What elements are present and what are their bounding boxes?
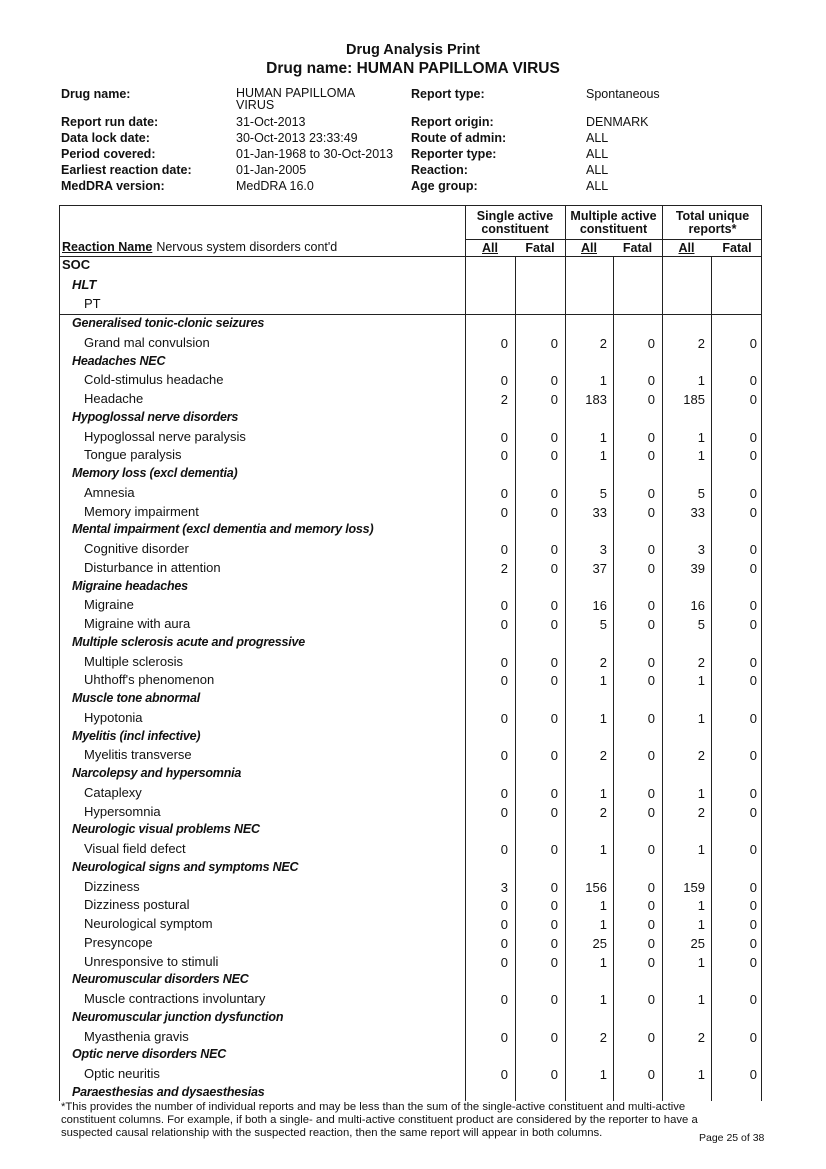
- count-cell: 25: [690, 935, 705, 951]
- pt-name: Dizziness: [84, 878, 140, 894]
- hlt-group-row: [60, 822, 763, 840]
- soc-label: SOC: [62, 257, 91, 272]
- table-row: [60, 710, 763, 728]
- count-cell: 0: [550, 392, 558, 407]
- hlt-name: Headaches NEC: [72, 353, 166, 368]
- pt-name: Uhthoff's phenomenon: [84, 672, 215, 688]
- hlt-group-row: [60, 635, 763, 653]
- count-cell: 0: [749, 879, 757, 895]
- table-row: [60, 954, 763, 972]
- count-cell: 0: [749, 898, 757, 914]
- count-cell: 0: [647, 392, 655, 407]
- count-cell: 0: [550, 654, 558, 670]
- table-row: [60, 747, 763, 765]
- header-divider: [60, 256, 761, 257]
- count-cell: 2: [599, 804, 607, 820]
- hlt-name: Paraesthesias and dysaesthesias: [72, 1084, 265, 1099]
- count-cell: 1: [599, 898, 607, 914]
- meta-label-report-type: Report type:: [411, 87, 485, 101]
- count-cell: 1: [599, 992, 607, 1007]
- count-cell: 5: [599, 617, 607, 632]
- count-cell: 0: [749, 785, 757, 801]
- hlt-name: Muscle tone abnormal: [72, 691, 200, 705]
- count-cell: 0: [647, 448, 655, 464]
- count-cell: 1: [697, 429, 705, 445]
- pt-name: Hypoglossal nerve paralysis: [84, 428, 246, 444]
- count-cell: 0: [749, 448, 757, 464]
- count-cell: 0: [647, 898, 655, 914]
- count-cell: 1: [697, 373, 705, 389]
- count-cell: 0: [647, 785, 655, 801]
- page-number: Page 25 of 38: [699, 1132, 765, 1144]
- count-cell: 1: [697, 1067, 705, 1082]
- meta-value-earliest: 01-Jan-2005: [236, 163, 307, 177]
- count-cell: 0: [500, 429, 508, 445]
- count-cell: 0: [500, 504, 508, 520]
- pt-name: Myasthenia gravis: [84, 1028, 189, 1044]
- count-cell: 0: [749, 485, 757, 501]
- count-cell: 0: [749, 392, 757, 407]
- count-cell: 0: [749, 335, 757, 351]
- count-cell: 2: [697, 748, 705, 764]
- hlt-name: Multiple sclerosis acute and progressive: [72, 634, 306, 649]
- count-cell: 0: [550, 1029, 558, 1045]
- count-cell: 0: [550, 617, 558, 632]
- pt-name: Grand mal convulsion: [84, 334, 210, 350]
- table-row: [60, 879, 763, 897]
- col-fatal-single: Fatal: [525, 241, 555, 255]
- count-cell: 1: [697, 954, 705, 970]
- count-cell: 0: [550, 804, 558, 820]
- count-cell: 1: [599, 448, 607, 464]
- count-cell: 0: [550, 335, 558, 351]
- meta-value-drug-name: HUMAN PAPILLOMA VIRUS: [236, 86, 355, 112]
- pt-name: Amnesia: [84, 484, 135, 500]
- group-header-multiple: [565, 210, 662, 236]
- count-cell: 1: [697, 448, 705, 464]
- count-cell: 0: [550, 898, 558, 914]
- count-cell: 0: [550, 485, 558, 501]
- pt-name: Muscle contractions involuntary: [84, 991, 266, 1006]
- count-cell: 16: [690, 598, 705, 614]
- pt-name: Cold-stimulus headache: [84, 372, 224, 388]
- hlt-label: HLT: [72, 277, 97, 292]
- drug-name-title: Drug name: HUMAN PAPILLOMA VIRUS: [266, 60, 560, 77]
- count-cell: 0: [550, 542, 558, 557]
- count-cell: 1: [697, 992, 705, 1007]
- count-cell: 0: [500, 485, 508, 501]
- hlt-name: Mental impairment (excl dementia and memory loss): [72, 522, 374, 537]
- group-header-total-text: Total unique reports*: [675, 209, 750, 236]
- hlt-group-row: [60, 466, 763, 484]
- count-cell: 16: [592, 598, 607, 614]
- meta-label-origin: Report origin:: [411, 115, 494, 129]
- count-cell: 0: [500, 448, 508, 464]
- table-row: [60, 1029, 763, 1047]
- count-cell: 39: [690, 560, 705, 576]
- count-cell: 0: [647, 560, 655, 576]
- table-row: [60, 991, 763, 1009]
- header-divider: [60, 314, 761, 315]
- pt-name: Disturbance in attention: [84, 559, 221, 575]
- pt-label: PT: [84, 296, 101, 311]
- pt-name: Memory impairment: [84, 503, 199, 519]
- meta-label-earliest: Earliest reaction date:: [61, 163, 192, 177]
- count-cell: 2: [599, 1029, 607, 1045]
- count-cell: 0: [550, 560, 558, 576]
- page-title: Drug Analysis Print: [345, 42, 481, 58]
- count-cell: 185: [683, 392, 705, 407]
- hlt-group-row: [60, 522, 763, 540]
- table-row: [60, 935, 763, 953]
- count-cell: 0: [647, 748, 655, 764]
- count-cell: 0: [500, 748, 508, 764]
- hlt-name: Myelitis (incl infective): [72, 728, 201, 743]
- count-cell: 1: [599, 785, 607, 801]
- count-cell: 0: [550, 842, 558, 857]
- meta-value-route: ALL: [586, 131, 609, 145]
- count-cell: 156: [585, 879, 607, 895]
- count-cell: 0: [500, 1067, 508, 1082]
- count-cell: 0: [500, 842, 508, 857]
- count-cell: 0: [550, 673, 558, 689]
- count-cell: 1: [697, 673, 705, 689]
- count-cell: 0: [749, 504, 757, 520]
- table-row: [60, 897, 763, 915]
- count-cell: 0: [647, 879, 655, 895]
- count-cell: 0: [500, 598, 508, 614]
- pt-name: Hypersomnia: [84, 803, 161, 819]
- table-row: [60, 654, 763, 672]
- count-cell: 0: [749, 710, 757, 726]
- count-cell: 2: [599, 654, 607, 670]
- count-cell: 2: [697, 804, 705, 820]
- col-all-multiple: All: [581, 241, 597, 255]
- count-cell: 1: [697, 917, 705, 932]
- table-row: [60, 616, 763, 634]
- meta-label-route: Route of admin:: [411, 131, 507, 145]
- count-cell: 0: [749, 617, 757, 632]
- count-cell: 0: [749, 560, 757, 576]
- hlt-group-row: [60, 1047, 763, 1065]
- meta-label-drug-name: Drug name:: [61, 87, 131, 101]
- count-cell: 0: [749, 673, 757, 689]
- count-cell: 0: [647, 992, 655, 1007]
- count-cell: 3: [599, 542, 607, 557]
- table-row: [60, 447, 763, 465]
- hlt-name: Narcolepsy and hypersomnia: [72, 766, 242, 780]
- count-cell: 0: [550, 1067, 558, 1082]
- table-row: [60, 597, 763, 615]
- count-cell: 0: [647, 429, 655, 445]
- count-cell: 1: [599, 429, 607, 445]
- meta-value-run-date: 31-Oct-2013: [236, 115, 306, 129]
- count-cell: 0: [647, 373, 655, 389]
- count-cell: 2: [500, 560, 508, 576]
- count-cell: 159: [683, 879, 705, 895]
- meta-value-reporter: ALL: [586, 147, 609, 161]
- hlt-group-row: [60, 766, 763, 784]
- pt-name: Presyncope: [84, 934, 153, 950]
- count-cell: 0: [749, 1067, 757, 1082]
- hlt-group-row: [60, 1010, 763, 1028]
- hlt-group-row: [60, 316, 763, 334]
- count-cell: 2: [697, 335, 705, 351]
- table-row: [60, 672, 763, 690]
- count-cell: 0: [647, 617, 655, 632]
- count-cell: 2: [599, 335, 607, 351]
- col-fatal-multiple: Fatal: [622, 241, 653, 255]
- count-cell: 2: [697, 1029, 705, 1045]
- meta-value-reaction: ALL: [586, 163, 609, 177]
- hlt-name: Neuromuscular junction dysfunction: [72, 1009, 284, 1024]
- table-row: [60, 841, 763, 859]
- count-cell: 0: [550, 785, 558, 801]
- table-row: [60, 1066, 763, 1084]
- pt-name: Headache: [84, 391, 144, 406]
- count-cell: 0: [749, 842, 757, 857]
- count-cell: 1: [599, 917, 607, 932]
- meta-value-origin: DENMARK: [586, 115, 649, 129]
- count-cell: 0: [749, 373, 757, 389]
- pt-name: Cognitive disorder: [84, 541, 189, 556]
- count-cell: 0: [500, 935, 508, 951]
- hlt-group-row: [60, 972, 763, 990]
- group-header-single: [465, 210, 565, 236]
- table-row: [60, 560, 763, 578]
- count-cell: 37: [592, 560, 607, 576]
- table-row: [60, 335, 763, 353]
- hlt-name: Migraine headaches: [72, 578, 188, 593]
- count-cell: 0: [500, 804, 508, 820]
- count-cell: 0: [500, 542, 508, 557]
- count-cell: 0: [550, 710, 558, 726]
- count-cell: 25: [592, 935, 607, 951]
- count-cell: 0: [749, 935, 757, 951]
- table-row: [60, 485, 763, 503]
- count-cell: 0: [500, 335, 508, 351]
- pt-name: Myelitis transverse: [84, 747, 192, 763]
- hlt-group-row: [60, 729, 763, 747]
- count-cell: 0: [647, 335, 655, 351]
- pt-name: Visual field defect: [84, 841, 186, 856]
- count-cell: 0: [500, 673, 508, 689]
- count-cell: 0: [647, 804, 655, 820]
- table-row: [60, 785, 763, 803]
- count-cell: 33: [690, 504, 705, 520]
- meta-label-lock-date: Data lock date:: [61, 131, 150, 145]
- table-row: [60, 504, 763, 522]
- pt-name: Migraine: [84, 597, 134, 613]
- meta-label-meddra: MedDRA version:: [61, 179, 165, 193]
- count-cell: 0: [550, 935, 558, 951]
- count-cell: 1: [697, 710, 705, 726]
- hlt-group-row: [60, 579, 763, 597]
- hlt-name: Optic nerve disorders NEC: [72, 1047, 227, 1062]
- count-cell: 0: [647, 842, 655, 857]
- group-header-single-text: Single active constituent: [476, 209, 554, 236]
- count-cell: 0: [749, 654, 757, 670]
- meta-value-age: ALL: [586, 179, 609, 193]
- count-cell: 0: [749, 1029, 757, 1045]
- section-label: Nervous system disorders cont'd: [156, 240, 338, 254]
- pt-name: Migraine with aura: [84, 616, 191, 631]
- group-header-total: [662, 210, 763, 236]
- count-cell: 0: [550, 879, 558, 895]
- count-cell: 1: [697, 785, 705, 801]
- hlt-name: Neurological signs and symptoms NEC: [72, 859, 299, 874]
- meta-value-period: 01-Jan-1968 to 30-Oct-2013: [236, 147, 394, 161]
- footnote-line: suspected causal relationship with the suspected reaction, then the same report will appear in both columns.: [61, 1127, 603, 1139]
- count-cell: 0: [550, 954, 558, 970]
- hlt-name: Neuromuscular disorders NEC: [72, 972, 249, 987]
- count-cell: 0: [550, 748, 558, 764]
- hlt-name: Hypoglossal nerve disorders: [72, 409, 239, 424]
- meta-label-age: Age group:: [411, 179, 478, 193]
- count-cell: 2: [500, 392, 508, 407]
- hlt-name: Memory loss (excl dementia): [72, 466, 238, 480]
- hlt-group-row: [60, 410, 763, 428]
- hlt-name: Generalised tonic-clonic seizures: [72, 316, 265, 330]
- count-cell: 0: [500, 898, 508, 914]
- meta-label-period: Period covered:: [61, 147, 156, 161]
- meta-value-report-type: Spontaneous: [586, 87, 660, 101]
- count-cell: 0: [500, 954, 508, 970]
- count-cell: 3: [697, 542, 705, 557]
- count-cell: 1: [697, 842, 705, 857]
- count-cell: 0: [500, 1029, 508, 1045]
- count-cell: 0: [647, 935, 655, 951]
- count-cell: 0: [500, 917, 508, 932]
- hlt-group-row: [60, 354, 763, 372]
- table-row: [60, 429, 763, 447]
- count-cell: 0: [647, 1067, 655, 1082]
- count-cell: 0: [749, 542, 757, 557]
- table-row: [60, 916, 763, 934]
- count-cell: 2: [599, 748, 607, 764]
- count-cell: 1: [599, 1067, 607, 1082]
- count-cell: 0: [749, 954, 757, 970]
- footnote-line: constituent columns. For example, if both a single- and multi-active constituent product are considered by the reporter to have a: [61, 1114, 698, 1126]
- count-cell: 0: [647, 485, 655, 501]
- count-cell: 0: [500, 373, 508, 389]
- reaction-name-header: [62, 240, 337, 254]
- count-cell: 0: [749, 748, 757, 764]
- meta-label-reporter: Reporter type:: [411, 147, 497, 161]
- count-cell: 0: [550, 429, 558, 445]
- count-cell: 5: [599, 485, 607, 501]
- count-cell: 0: [647, 917, 655, 932]
- hlt-group-row: [60, 691, 763, 709]
- count-cell: 0: [550, 992, 558, 1007]
- col-all-single: All: [482, 241, 498, 255]
- table-row: [60, 804, 763, 822]
- count-cell: 0: [647, 654, 655, 670]
- count-cell: 0: [500, 785, 508, 801]
- count-cell: 1: [599, 954, 607, 970]
- pt-name: Unresponsive to stimuli: [84, 953, 219, 969]
- footnote-line: *This provides the number of individual reports and may be less than the sum of the single-active constituent and multi-active: [61, 1101, 686, 1113]
- count-cell: 0: [550, 598, 558, 614]
- count-cell: 0: [550, 504, 558, 520]
- meta-value-meddra: MedDRA 16.0: [236, 179, 314, 193]
- table-row: [60, 391, 763, 409]
- count-cell: 0: [500, 710, 508, 726]
- count-cell: 1: [599, 673, 607, 689]
- hlt-group-row: [60, 860, 763, 878]
- col-fatal-total: Fatal: [722, 241, 752, 255]
- count-cell: 0: [500, 992, 508, 1007]
- count-cell: 0: [647, 1029, 655, 1045]
- count-cell: 2: [697, 654, 705, 670]
- count-cell: 0: [749, 917, 757, 932]
- count-cell: 1: [599, 710, 607, 726]
- count-cell: 1: [599, 842, 607, 857]
- count-cell: 0: [550, 373, 558, 389]
- meta-label-reaction: Reaction:: [411, 163, 468, 177]
- table-row: [60, 541, 763, 559]
- pt-name: Dizziness postural: [84, 897, 190, 913]
- count-cell: 0: [647, 542, 655, 557]
- count-cell: 0: [749, 804, 757, 820]
- count-cell: 0: [647, 673, 655, 689]
- reaction-table: [59, 205, 762, 1101]
- footnote: [61, 1101, 761, 1140]
- count-cell: 0: [500, 617, 508, 632]
- pt-name: Tongue paralysis: [84, 447, 182, 463]
- count-cell: 5: [697, 617, 705, 632]
- meta-value-lock-date: 30-Oct-2013 23:33:49: [236, 131, 358, 145]
- count-cell: 0: [749, 992, 757, 1007]
- count-cell: 3: [500, 879, 508, 895]
- pt-name: Multiple sclerosis: [84, 653, 183, 669]
- pt-name: Optic neuritis: [84, 1066, 160, 1081]
- header-divider: [465, 239, 761, 240]
- count-cell: 183: [585, 392, 607, 407]
- count-cell: 0: [550, 917, 558, 932]
- count-cell: 0: [550, 448, 558, 464]
- group-header-multiple-text: Multiple active constituent: [570, 209, 657, 236]
- pt-name: Hypotonia: [84, 709, 143, 725]
- meta-label-run-date: Report run date:: [61, 115, 159, 129]
- table-row: [60, 372, 763, 390]
- count-cell: 5: [697, 485, 705, 501]
- count-cell: 0: [749, 598, 757, 614]
- count-cell: 0: [500, 654, 508, 670]
- pt-name: Neurological symptom: [84, 916, 213, 931]
- col-all-total: All: [678, 241, 695, 255]
- count-cell: 1: [697, 898, 705, 914]
- count-cell: 0: [647, 954, 655, 970]
- count-cell: 0: [647, 598, 655, 614]
- count-cell: 0: [647, 710, 655, 726]
- pt-name: Cataplexy: [84, 784, 142, 800]
- reaction-name-label: Reaction Name: [62, 240, 153, 254]
- hlt-name: Neurologic visual problems NEC: [72, 822, 260, 837]
- count-cell: 0: [647, 504, 655, 520]
- count-cell: 1: [599, 373, 607, 389]
- count-cell: 33: [592, 504, 607, 520]
- count-cell: 0: [749, 429, 757, 445]
